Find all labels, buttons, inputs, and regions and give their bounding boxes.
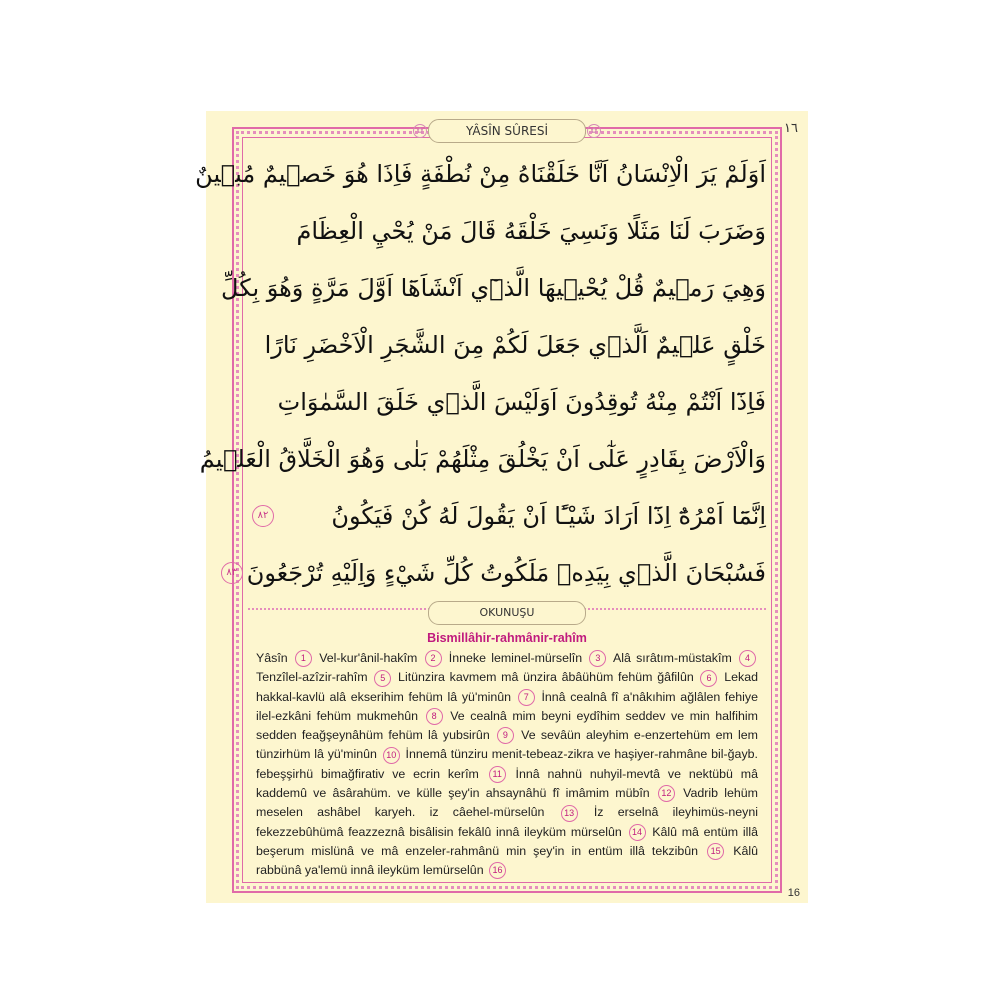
transliteration-segment: Lekad hakkal-kavlü alâ ekserihim fehüm lâ yü'minûn bbox=[256, 670, 758, 704]
verse-number-marker: 9 bbox=[497, 727, 514, 744]
okunusu-title: OKUNUŞU bbox=[428, 601, 586, 625]
transliteration-segment: Vel-kur'ânil-hakîm bbox=[319, 651, 418, 665]
arabic-verse-text: فَسُبْحَانَ الَّذ۪ي بِيَدِه۪ مَلَكُوتُ كُلِّ شَيْءٍ وَاِلَيْهِ تُرْجَعُونَ bbox=[246, 558, 766, 587]
transliteration-segment: Ve sevâün aleyhim e-enzertehüm em lem tünzirhüm lâ yü'minûn bbox=[256, 728, 758, 762]
verse-number-marker: 1 bbox=[295, 650, 312, 667]
verse-number-marker: 12 bbox=[658, 785, 675, 802]
transliteration-segment: İnneke leminel-mürselîn bbox=[448, 651, 583, 665]
arabic-verse-text: اِنَّمَٓا اَمْرُهُٓ اِذَٓا اَرَادَ شَيْـًٔا اَنْ يَقُولَ لَهُ كُنْ فَيَكُونُ bbox=[331, 501, 766, 530]
ornament-icon: ✿ bbox=[413, 124, 427, 138]
arabic-line bbox=[248, 373, 766, 430]
verse-number-marker: 10 bbox=[383, 747, 400, 764]
transliteration-segment: İnnâ nahnü nuhyil-mevtâ ve nektübü mâ kaddemû ve âsârahüm. ve külle şey'in ahsaynâhü fî imâmim mübîn bbox=[256, 766, 758, 801]
verse-number-marker: 2 bbox=[425, 650, 442, 667]
verse-number-marker: 15 bbox=[707, 843, 724, 860]
transliteration-segment: İnnemâ tünziru menit-tebeaz-zikra ve haşiyer-rahmâne bil-ğayb. febeşşirhü bimağfirativ ve ecrin kerîm bbox=[256, 747, 758, 781]
page-number: 16 bbox=[787, 887, 800, 899]
arabic-line bbox=[195, 145, 766, 202]
verse-number-marker: 5 bbox=[374, 670, 391, 687]
verse-number-marker: 8 bbox=[426, 708, 443, 725]
surah-title-banner bbox=[416, 119, 598, 143]
transliteration-segment: Kâlû rabbünâ ya'lemü innâ ileyküm lemürselûn bbox=[256, 843, 758, 878]
arabic-line bbox=[199, 430, 766, 487]
transliteration-segment: Yâsîn bbox=[256, 651, 288, 665]
ayah-marker: ٨٣ bbox=[221, 562, 243, 584]
verse-number-marker: 6 bbox=[700, 670, 717, 687]
transliteration-segment: İnnâ cealnâ fî a'nâkıhim ağlâlen fehiye ilel-ezkâni fehüm mukmehûn bbox=[256, 689, 758, 723]
ornament-icon: ✿ bbox=[587, 124, 601, 138]
arabic-line bbox=[248, 487, 766, 544]
arabic-verse-text: خَلْقٍ عَل۪يمٌ اَلَّذ۪ي جَعَلَ لَكُمْ مِنَ الشَّجَرِ الْاَخْضَرِ نَارًا bbox=[264, 330, 766, 359]
arabic-line bbox=[221, 259, 766, 316]
mushaf-page bbox=[195, 111, 808, 903]
transliteration-segment: Alâ sırâtım-müstakîm bbox=[612, 651, 732, 665]
arabic-line bbox=[226, 544, 766, 601]
arabic-verse-text: فَاِذَٓا اَنْتُمْ مِنْهُ تُوقِدُونَ اَوَلَيْسَ الَّذ۪ي خَلَقَ السَّمٰوَاتِ bbox=[277, 387, 766, 416]
transliteration-text bbox=[256, 649, 758, 881]
arabic-verse-text: اَوَلَمْ يَرَ الْاِنْسَانُ اَنَّا خَلَقْنَاهُ مِنْ نُطْفَةٍ فَاِذَا هُوَ خَص۪يمٌ مُب۪ينٌ bbox=[195, 159, 766, 188]
arabic-verse-text: وَهِيَ رَم۪يمٌ قُلْ يُحْي۪يهَا الَّذ۪ٓي اَنْشَاَهَٓا اَوَّلَ مَرَّةٍ وَهُوَ بِكُلِّ bbox=[221, 273, 766, 302]
ayah-marker: ٨٢ bbox=[252, 505, 274, 527]
page-number-arabic: ١٦ bbox=[784, 121, 798, 136]
surah-title: YÂSÎN SÛRESİ bbox=[465, 124, 549, 138]
verse-number-marker: 13 bbox=[561, 805, 578, 822]
bismillah: Bismillâhir-rahmânir-rahîm bbox=[427, 631, 587, 645]
arabic-line bbox=[248, 316, 766, 373]
transliteration-segment: Vadrib lehüm meselen ashâbel karyeh. iz câehel-mürselûn bbox=[256, 786, 758, 820]
transliteration-segment: Ve cealnâ mim beyni eydîhim seddev ve min halfihim sedden feağşeynâhüm fehüm lâ yubsirûn bbox=[256, 708, 758, 743]
verse-number-marker: 7 bbox=[518, 689, 535, 706]
arabic-verse-text: وَضَرَبَ لَنَا مَثَلًا وَنَسِيَ خَلْقَهُ قَالَ مَنْ يُحْيِ الْعِظَامَ bbox=[296, 216, 766, 245]
transliteration-segment: İz erselnâ ileyhimüs-neyni fekezzebûhümâ feazzeznâ bisâlisin fekâlû innâ ileyküm mürselûn bbox=[256, 805, 758, 839]
arabic-line bbox=[248, 202, 766, 259]
transliteration-segment: Tenzîlel-azîzir-rahîm bbox=[256, 670, 368, 685]
verse-number-marker: 4 bbox=[739, 650, 756, 667]
verse-number-marker: 11 bbox=[489, 766, 506, 783]
verse-number-marker: 16 bbox=[489, 862, 506, 879]
verse-number-marker: 3 bbox=[589, 650, 606, 667]
transliteration-segment: Kâlû mâ entüm illâ beşerum mislünâ ve mâ enzeler-rahmânü min şey'in in entüm illâ tekzibûn bbox=[256, 824, 758, 858]
arabic-verse-text: وَالْاَرْضَ بِقَادِرٍ عَلٰٓى اَنْ يَخْلُقَ مِثْلَهُمْ بَلٰى وَهُوَ الْخَلَّاقُ الْعَل۪يمُ bbox=[199, 444, 766, 473]
verse-number-marker: 14 bbox=[629, 824, 646, 841]
transliteration-segment: Litünzira kavmem mâ ünzira âbâühüm fehüm ğâfilûn bbox=[398, 670, 694, 685]
arabic-text-block bbox=[195, 145, 766, 715]
